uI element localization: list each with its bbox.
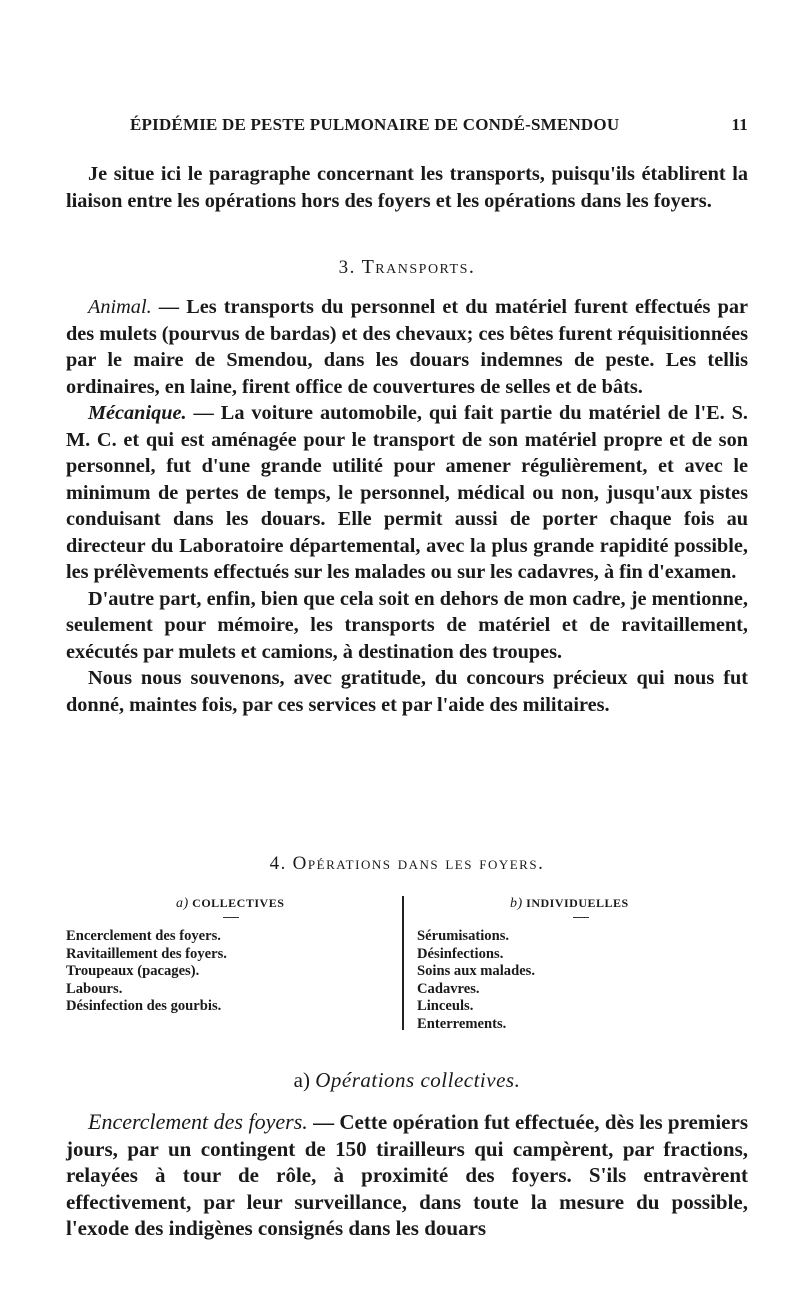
section-3-number: 3. [338,257,356,278]
list-item: Labours. [66,980,123,997]
individuelles-title: INDIVIDUELLES [526,896,629,910]
list-item: Soins aux malades. [417,963,535,979]
souvenons-paragraph: Nous nous souvenons, avec gratitude, du concours précieux qui nous fut donné, maintes fois, par ces services et par l'aide des militaires. [66,667,748,716]
mecanique-text: — La voiture automobile, qui fait partie du matériel de l'E. S. M. C. et qui est aménagée pour le transport de son matériel propre et de son personnel, fut d'une grande utilité pour amener régulièrement, et avec le minimum de pertes de temps, le personnel, médical ou non, jusqu'aux pistes conduisant dans les douars. Elle permit aussi de porter chaque fois au directeur du Laboratoire départemental, avec la plus grande rapidité possible, les prélèvements effectués sur les malades ou sur les cadavres, à fin d'examen. [66,402,748,583]
individuelles-heading [510,896,629,912]
intro-paragraph: Je situe ici le paragraphe concernant les transports, puisqu'ils établirent la liaison entre les opérations hors des foyers et les opérations dans les foyers. [66,163,748,212]
intro-paragraph-block [66,161,748,214]
subsection-a-title: Opérations collectives. [315,1068,521,1092]
section-3-heading [66,256,748,279]
animal-paragraph [66,294,748,400]
section-3-title: Transports. [361,256,476,278]
subsection-a-letter: a) [293,1068,310,1092]
individuelles-letter: b) [510,896,523,911]
list-item: Désinfection des gourbis. [66,998,222,1014]
collectives-letter: a) [176,896,189,911]
collectives-heading [176,896,284,912]
mecanique-paragraph [66,400,748,586]
list-item: Cadavres. [417,980,480,997]
list-item: Sérumisations. [417,928,510,944]
encerclement-lead: Encerclement des foyers. [88,1109,308,1134]
encerclement-text: — Cette opération fut effectuée, dès les premiers jours, par un contingent de 150 tirailleurs qui campèrent, par fractions, relayées à tour de rôle, à proximité des foyers. S'ils entravèrent effectivement, par leur surveillance, dans toute la mesure du possible, l'exode des indigènes consignés dans les douars [66,1110,748,1240]
individuelles-list [417,928,535,1033]
column-divider [402,896,404,1030]
page-number: 11 [731,115,748,134]
operations-table [66,896,748,1036]
list-item: Ravitaillement des foyers. [66,945,227,962]
individuelles-dash [573,917,589,918]
mecanique-lead: Mécanique. [88,402,187,424]
list-item: Troupeaux (pacages). [66,963,200,979]
section-4-title: Opérations dans les foyers. [292,853,545,874]
collectives-title: COLLECTIVES [192,896,285,910]
collectives-dash [223,917,239,918]
autre-part-paragraph: D'autre part, enfin, bien que cela soit en dehors de mon cadre, je mentionne, seulement pour mémoire, les transports de matériel et de ravitaillement, exécutés par mulets et camions, à destination des troupes. [66,587,748,663]
collectives-list [66,928,227,1016]
animal-lead: Animal. [88,296,152,318]
encerclement-paragraph [66,1109,748,1242]
running-head-title: ÉPIDÉMIE DE PESTE PULMONAIRE DE CONDÉ-SMENDOU [130,115,620,134]
subsection-a-heading [66,1068,748,1093]
list-item: Encerclement des foyers. [66,928,221,944]
encerclement-block [66,1109,748,1242]
list-item: Linceuls. [417,998,474,1014]
list-item: Désinfections. [417,945,504,962]
animal-text: — Les transports du personnel et du matériel furent effectués par des mulets (pourvus de bardas) et des chevaux; ces bêtes furent réquisitionnées par le maire de Smendou, dans les douars indemnes de peste. Les tellis ordinaires, en laine, firent office de couvertures de selles et de bâts. [66,296,748,398]
transport-paragraphs [66,294,748,718]
section-4-number: 4. [269,853,287,874]
list-item: Enterrements. [417,1015,507,1032]
section-4-heading [66,853,748,875]
